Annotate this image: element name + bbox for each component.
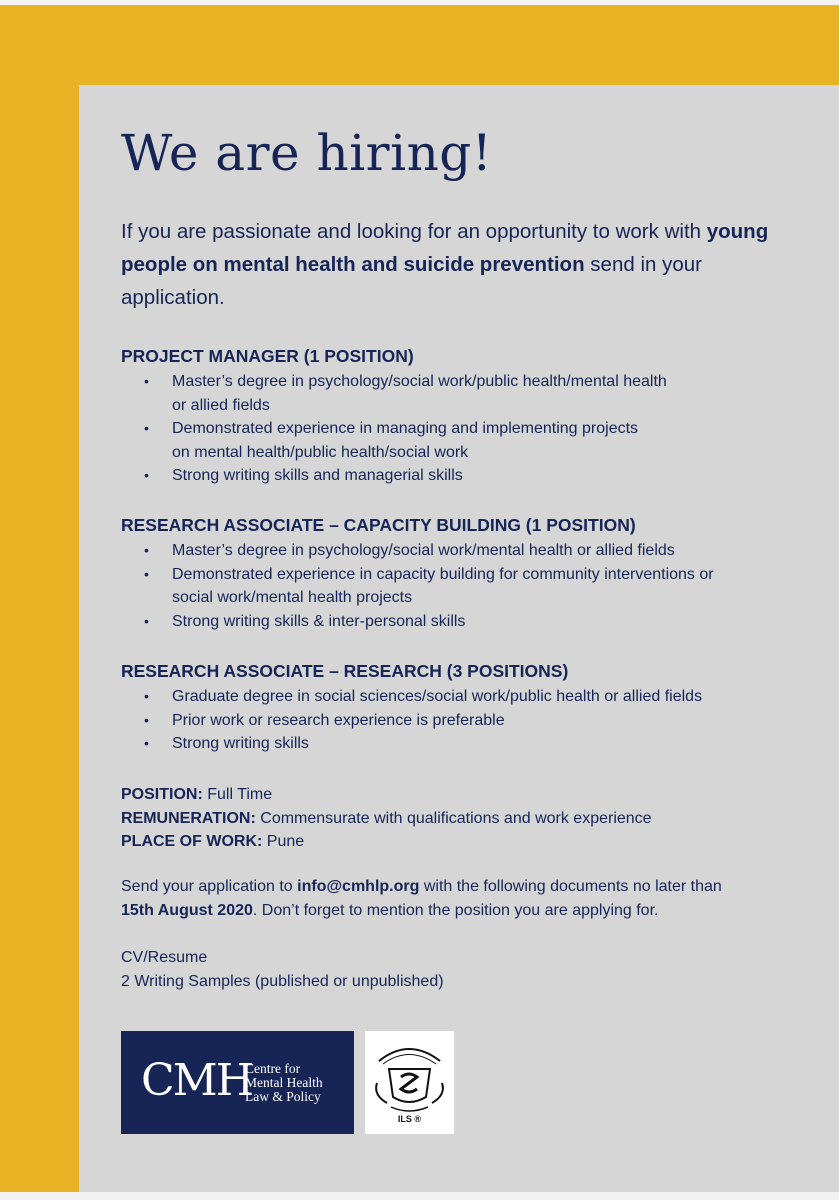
position-type (121, 783, 652, 807)
position-research (121, 659, 821, 756)
cmh-logo (121, 1031, 354, 1134)
apply-text: . Don’t forget to mention the position you are applying for. (252, 901, 659, 919)
list-item-text: Graduate degree in social sciences/social work/public health or allied fields (172, 688, 703, 705)
list-item-text: Strong writing skills (172, 735, 309, 752)
email-link[interactable]: info@cmhlp.org (297, 878, 420, 895)
place-of-work (121, 830, 652, 854)
bullet-icon: • (144, 735, 149, 751)
bullet-icon: • (144, 542, 149, 558)
requirements-list (121, 685, 821, 756)
poster-card (79, 85, 839, 1192)
field-label: PLACE OF WORK: (121, 833, 263, 850)
position-heading: RESEARCH ASSOCIATE – CAPACITY BUILDING (1 POSITION) (121, 515, 636, 535)
field-value: Commensurate with qualifications and work experience (255, 809, 652, 827)
field-label: REMUNERATION: (121, 809, 256, 827)
field-value: Full Time (202, 786, 273, 803)
intro-text-end: send in your application. (121, 253, 702, 309)
top-strip (0, 0, 839, 5)
cmh-logo-name (245, 1062, 323, 1104)
intro-highlight: young people on mental health and suicide prevention (121, 220, 769, 276)
list-item (121, 732, 821, 756)
list-item-text: Prior work or research experience is preferable (172, 711, 505, 729)
list-item (121, 539, 821, 563)
cmh-logo-line: Centre for (245, 1061, 301, 1076)
field-value: Pune (262, 833, 305, 850)
remuneration (121, 807, 652, 831)
deadline: 15th August 2020 (121, 901, 253, 919)
bottom-strip (0, 1192, 839, 1200)
apply-text: with the following documents no later than (419, 878, 722, 895)
cmh-logo-mark: CMH (141, 1055, 253, 1106)
bullet-icon: • (144, 565, 149, 582)
apply-text: Send your application to (121, 878, 298, 895)
bullet-icon: • (144, 688, 149, 704)
list-item (121, 370, 821, 417)
position-heading: RESEARCH ASSOCIATE – RESEARCH (3 POSITIONS) (121, 661, 569, 681)
list-item-text: Strong writing skills and managerial skills (172, 467, 463, 484)
ils-logo-label: ILS ® (397, 1114, 422, 1124)
list-item-text: social work/mental health projects (172, 589, 413, 606)
ils-logo (365, 1031, 454, 1134)
cmh-logo-line: Law & Policy (245, 1089, 321, 1104)
requirements-list (121, 370, 821, 488)
list-item-text: Master’s degree in psychology/social work/mental health or allied fields (172, 542, 675, 559)
field-label: POSITION: (121, 786, 203, 803)
list-item-text: Demonstrated experience in managing and implementing projects (172, 420, 639, 437)
bullet-icon: • (144, 711, 149, 728)
page-title: We are hiring! (121, 124, 493, 182)
intro-text-start: If you are passionate and looking for an opportunity to work with (121, 220, 707, 243)
list-item (121, 563, 821, 610)
list-item-text: Strong writing skills & inter-personal skills (172, 612, 466, 630)
cmh-logo-line: Mental Health (245, 1075, 323, 1090)
bullet-icon: • (144, 612, 149, 629)
list-item-text: on mental health/public health/social work (172, 443, 469, 461)
document-item: 2 Writing Samples (published or unpublished) (121, 972, 444, 990)
document-item: CV/Resume (121, 949, 208, 966)
list-item-text: or allied fields (172, 396, 270, 414)
list-item (121, 709, 821, 733)
requirements-list (121, 539, 821, 633)
intro-text (121, 215, 801, 314)
position-heading: PROJECT MANAGER (1 POSITION) (121, 346, 414, 366)
position-capacity-building (121, 513, 821, 633)
job-details (121, 783, 652, 854)
list-item-text: Master’s degree in psychology/social work/public health/mental health (172, 373, 667, 390)
list-item (121, 685, 821, 709)
bullet-icon: • (144, 467, 149, 483)
list-item (121, 464, 821, 488)
list-item (121, 417, 821, 464)
bullet-icon: • (144, 373, 149, 389)
list-item-text: Demonstrated experience in capacity building for community interventions or (172, 565, 714, 583)
required-documents (121, 946, 444, 993)
position-project-manager (121, 344, 821, 488)
list-item (121, 610, 821, 634)
application-instructions (121, 875, 801, 922)
bullet-icon: • (144, 420, 149, 436)
